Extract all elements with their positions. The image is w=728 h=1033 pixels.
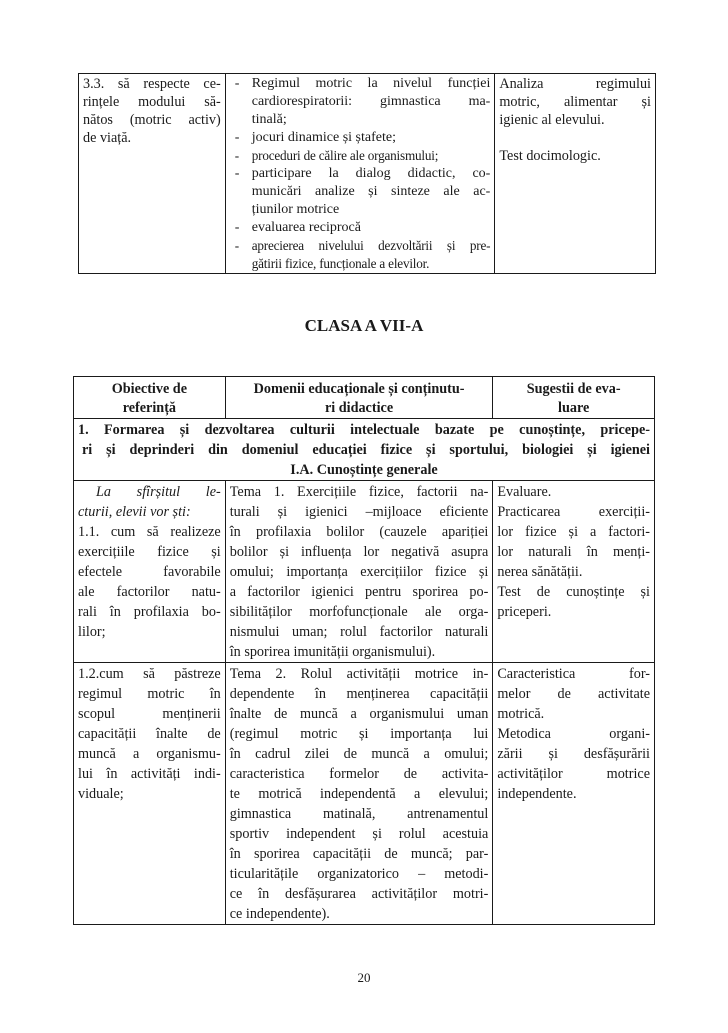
header-line: Sugestii de eva- <box>526 381 621 397</box>
evaluation-line: igienic al elevului. <box>499 112 605 128</box>
evaluation-line: Evaluare. <box>497 484 552 500</box>
content-line: Tema 1. Exercițiile fizice, factorii na- <box>229 484 489 500</box>
list-item-line: proceduri de călire ale organismului; <box>251 148 439 163</box>
evaluation-line: lor fizice și a factori- <box>497 524 650 540</box>
section-title-line: 1. Formarea și dezvoltarea culturii intelectuale bazate pe cunoștințe, pricepe- <box>78 422 650 438</box>
section-row <box>74 419 655 481</box>
list-item: - participare la dialog didactic, co- municări analize și sinteze ale ac- țiunilor motrice <box>234 166 491 217</box>
objective-line: ale factorilor natu- <box>78 584 221 600</box>
content-line: ce independente). <box>229 906 330 922</box>
objective-line: 1.1. cum să realizeze <box>78 524 221 540</box>
content-line: dependente în menținerea capacității <box>229 686 489 702</box>
page-title: CLASA A VII-A <box>304 316 424 335</box>
evaluation-line: motric, alimentar și <box>499 94 651 110</box>
objective-line: scopul menținerii <box>78 706 221 722</box>
evaluation-line: activităților motrice <box>497 766 650 782</box>
list-item-line: tinală; <box>251 112 287 127</box>
objective-cell <box>79 74 226 274</box>
evaluation-line: Test de cunoștințe și <box>497 584 650 600</box>
objective-line: efectele favorabile <box>78 564 221 580</box>
content-line: te motrică independentă a elevului; <box>229 786 489 802</box>
evaluation-line: priceperi. <box>497 604 552 620</box>
content-line: a factorilor igienici pentru sporirea po- <box>229 584 489 600</box>
content-line: caracteristica formelor de activita- <box>229 766 489 782</box>
content-line: bolilor și influența lor negativă asupra <box>229 544 489 560</box>
objective-line: nătos (motric activ) <box>83 112 221 128</box>
evaluation-line: Analiza regimului <box>499 76 651 92</box>
evaluation-line: Test docimologic. <box>499 148 601 164</box>
objective-line: 1.2.cum să păstreze <box>78 666 221 682</box>
header-evaluation <box>493 377 655 419</box>
evaluation-cell <box>493 481 655 663</box>
objective-line: lui în activități indi- <box>78 766 221 782</box>
header-line: Domenii educaționale și conținutu- <box>253 381 465 397</box>
content-line: în cadrul zilei de muncă a omului; <box>229 746 489 762</box>
evaluation-cell <box>495 74 656 274</box>
evaluation-line: Metodica organi- <box>497 726 650 742</box>
content-line: înalte de muncă a organismului uman <box>229 706 489 722</box>
evaluation-line: nerea sănătății. <box>497 564 583 580</box>
table-row <box>74 481 655 663</box>
content-line: ticularitățile organizatorico – metodi- <box>229 866 489 882</box>
list-item: - Regimul motric la nivelul funcției cardiorespiratorii: gimnastica ma- tinală; <box>234 76 491 127</box>
content-line: în profilaxia bolilor (cauzele apariției <box>229 524 489 540</box>
list-item: - evaluarea reciprocă <box>230 219 491 237</box>
section-title-line: ri și deprinderi din domeniul educației fizice și sportului, biologiei și igienei <box>82 442 650 458</box>
evaluation-line: Caracteristica for- <box>497 666 650 682</box>
objective-line: 3.3. să respecte ce- <box>83 76 221 92</box>
content-line: omului; importanța exercițiilor fizice și <box>229 564 489 580</box>
list-item-line: aprecierea nivelului dezvoltării și pre- <box>251 238 491 253</box>
objective-line: rali în profilaxia bo- <box>78 604 221 620</box>
list-item-line: țiunilor motrice <box>251 202 340 217</box>
objective-line: viduale; <box>78 786 124 802</box>
objective-line: rințele modului să- <box>83 94 221 110</box>
content-line: nismului uman; rolul factorilor naturali <box>229 624 489 640</box>
list-item-line: evaluarea reciprocă <box>251 220 361 235</box>
table-row <box>79 74 656 274</box>
list-item: - aprecierea nivelului dezvoltării și pre- gătirii fizice, funcționale a elevilor. <box>234 238 491 271</box>
list-item-line: Regimul motric la nivelul funcției <box>251 76 491 91</box>
header-line: referință <box>122 400 177 416</box>
list-item-line: cardiorespiratorii: gimnastica ma- <box>251 94 491 109</box>
evaluation-line: motrică. <box>497 706 545 722</box>
content-line: în sporirea imunității organismului). <box>229 644 436 660</box>
content-line: sportiv independent și rolul acestuia <box>229 826 489 842</box>
list-item: - proceduri de călire ale organismului; <box>230 147 491 165</box>
list-item-line: gătirii fizice, funcționale a elevilor. <box>251 256 430 271</box>
content-line: turali și igienici –mijloace eficiente <box>229 504 489 520</box>
content-line: sibilităților morfofuncționale ale orga- <box>229 604 489 620</box>
content-cell <box>225 74 495 274</box>
objective-line: lilor; <box>78 624 106 640</box>
content-line: (regimul motric și importanța lui <box>229 726 489 742</box>
header-line: ri didactice <box>324 400 394 416</box>
objective-line: exercițiile fizice și <box>78 544 221 560</box>
list-item-line: municări analize și sinteze ale ac- <box>251 184 491 199</box>
content-line: Tema 2. Rolul activității motrice in- <box>229 666 489 682</box>
table-row <box>74 663 655 925</box>
objective-line: muncă a organismu- <box>78 746 221 762</box>
evaluation-line: independente. <box>497 786 577 802</box>
objective-line: regimul motric în <box>78 686 221 702</box>
content-line: gimnastica matinală, antrenamentul <box>229 806 489 822</box>
objective-line: de viață. <box>83 130 132 146</box>
header-line: Obiective de <box>111 381 187 397</box>
continuation-table <box>78 73 656 274</box>
content-line: în sporirea capacității de muncă; par- <box>229 846 489 862</box>
content-cell <box>225 663 493 925</box>
objective-line: cturii, elevii vor ști: <box>78 504 191 520</box>
curriculum-table <box>73 376 655 925</box>
subsection-title: I.A. Cunoștințe generale <box>290 462 438 478</box>
list-item: - jocuri dinamice și ștafete; <box>230 129 491 147</box>
objective-cell <box>74 663 226 925</box>
header-domains <box>225 377 493 419</box>
evaluation-line: melor de activitate <box>497 686 650 702</box>
evaluation-cell <box>493 663 655 925</box>
evaluation-line: Practicarea exerciții- <box>497 504 650 520</box>
list-item-line: jocuri dinamice și ștafete; <box>251 130 396 145</box>
objective-line: La sfîrșitul le- <box>96 484 221 500</box>
header-objectives <box>74 377 226 419</box>
list-item-line: participare la dialog didactic, co- <box>251 166 491 181</box>
evaluation-line: lor naturali în menți- <box>497 544 650 560</box>
page-number: 20 <box>357 970 371 985</box>
objective-line: capacității înalte de <box>78 726 221 742</box>
evaluation-line: zării și desfășurării <box>497 746 650 762</box>
table-header-row <box>74 377 655 419</box>
header-line: luare <box>558 400 590 416</box>
content-line: ce în desfășurarea activităților motri- <box>229 886 489 902</box>
section-title <box>74 419 655 481</box>
content-cell <box>225 481 493 663</box>
objective-cell <box>74 481 226 663</box>
